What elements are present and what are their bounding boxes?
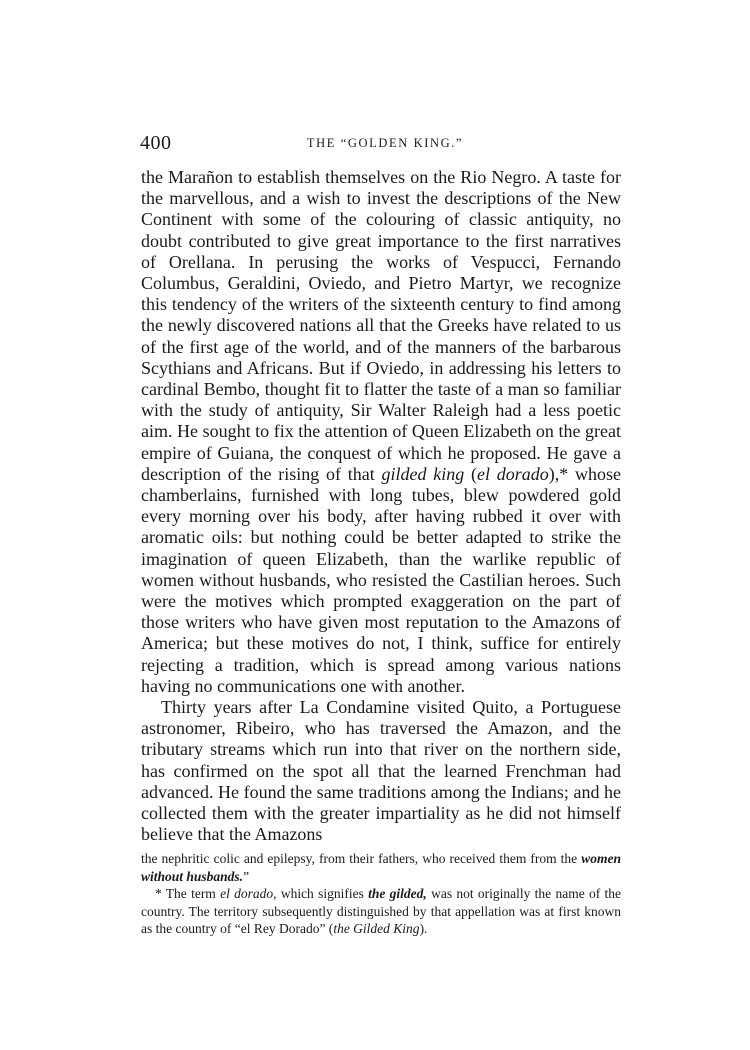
running-head: THE “GOLDEN KING.” [306, 136, 464, 150]
body-text [141, 167, 621, 846]
footnote-continued [141, 850, 621, 885]
text-run: was not originally the name of the country. The territory subsequently distinguished by that appellation was at first known as the country of “el Rey Dorado” ( [141, 886, 622, 936]
text-run: the Marañon to establish themselves on the Rio Negro. A taste for the marvellous, and a wish to invest the descriptions of the New Continent with some of the colouring of classic antiquity, no doubt contributed to give great importance to the first narratives of Orellana. In perusing the works of Vespucci, Fernando Columbus, Geraldini, Oviedo, and Pietro Martyr, we recognize this tendency of the writers of the sixteenth century to find among the newly discovered nations all that the Greeks have related to us of the first age of the world, and of the manners of the barbarous Scythians and Africans. But if Oviedo, in addressing his letters to cardinal Bembo, thought fit to flatter the taste of a man so familiar with the study of antiquity, Sir Walter Raleigh had a less poetic aim. He sought to fix the attention of Queen Elizabeth on the great empire of Guiana, the conquest of which he proposed. He gave a description of the rising of that [141, 167, 621, 484]
italic-phrase: the Gilded King [333, 921, 420, 936]
italic-phrase: women without husbands. [141, 851, 621, 884]
italic-phrase: el dorado [477, 463, 549, 484]
italic-phrase: the gilded, [368, 886, 427, 901]
text-run: ” [243, 868, 250, 884]
italic-phrase: el dorado, [220, 886, 277, 901]
italic-phrase: gilded king [381, 463, 465, 484]
page-header [140, 132, 620, 156]
text-run: ( [464, 463, 478, 484]
paragraph: Thirty years after La Condamine visited Quito, a Portuguese astronomer, Ribeiro, who has traversed the Amazon, and the tributary streams which run into that river on the northern side, has confirmed on the spot all that the learned Frenchman had advanced. He found the same traditions among the Indians; and he collected them with the greater impartiality as he did not himself believe that the Amazons [141, 697, 621, 845]
text-run: which signifies [276, 886, 369, 901]
footnotes [141, 850, 621, 938]
text-run: ). [419, 921, 428, 936]
footnote [141, 885, 621, 938]
page-number: 400 [140, 132, 172, 154]
footnote-marker: * [155, 886, 166, 901]
text-run: The term [165, 886, 221, 901]
text-run: the nephritic colic and epilepsy, from their fathers, who received them from the [141, 851, 582, 866]
text-run: ),* whose chamberlains, furnished with long tubes, blew powdered gold every morning over his body, after having rubbed it over with aromatic oils: but nothing could be better adapted to strike the imagination of queen Elizabeth, than the warlike republic of women without husbands, who resisted the Castilian heroes. Such were the motives which prompted exaggeration on the part of those writers who have given most reputation to the Amazons of America; but these motives do not, I think, suffice for entirely rejecting a tradition, which is spread among various nations having no communications one with another. [141, 463, 622, 696]
paragraph-continued [141, 167, 621, 697]
